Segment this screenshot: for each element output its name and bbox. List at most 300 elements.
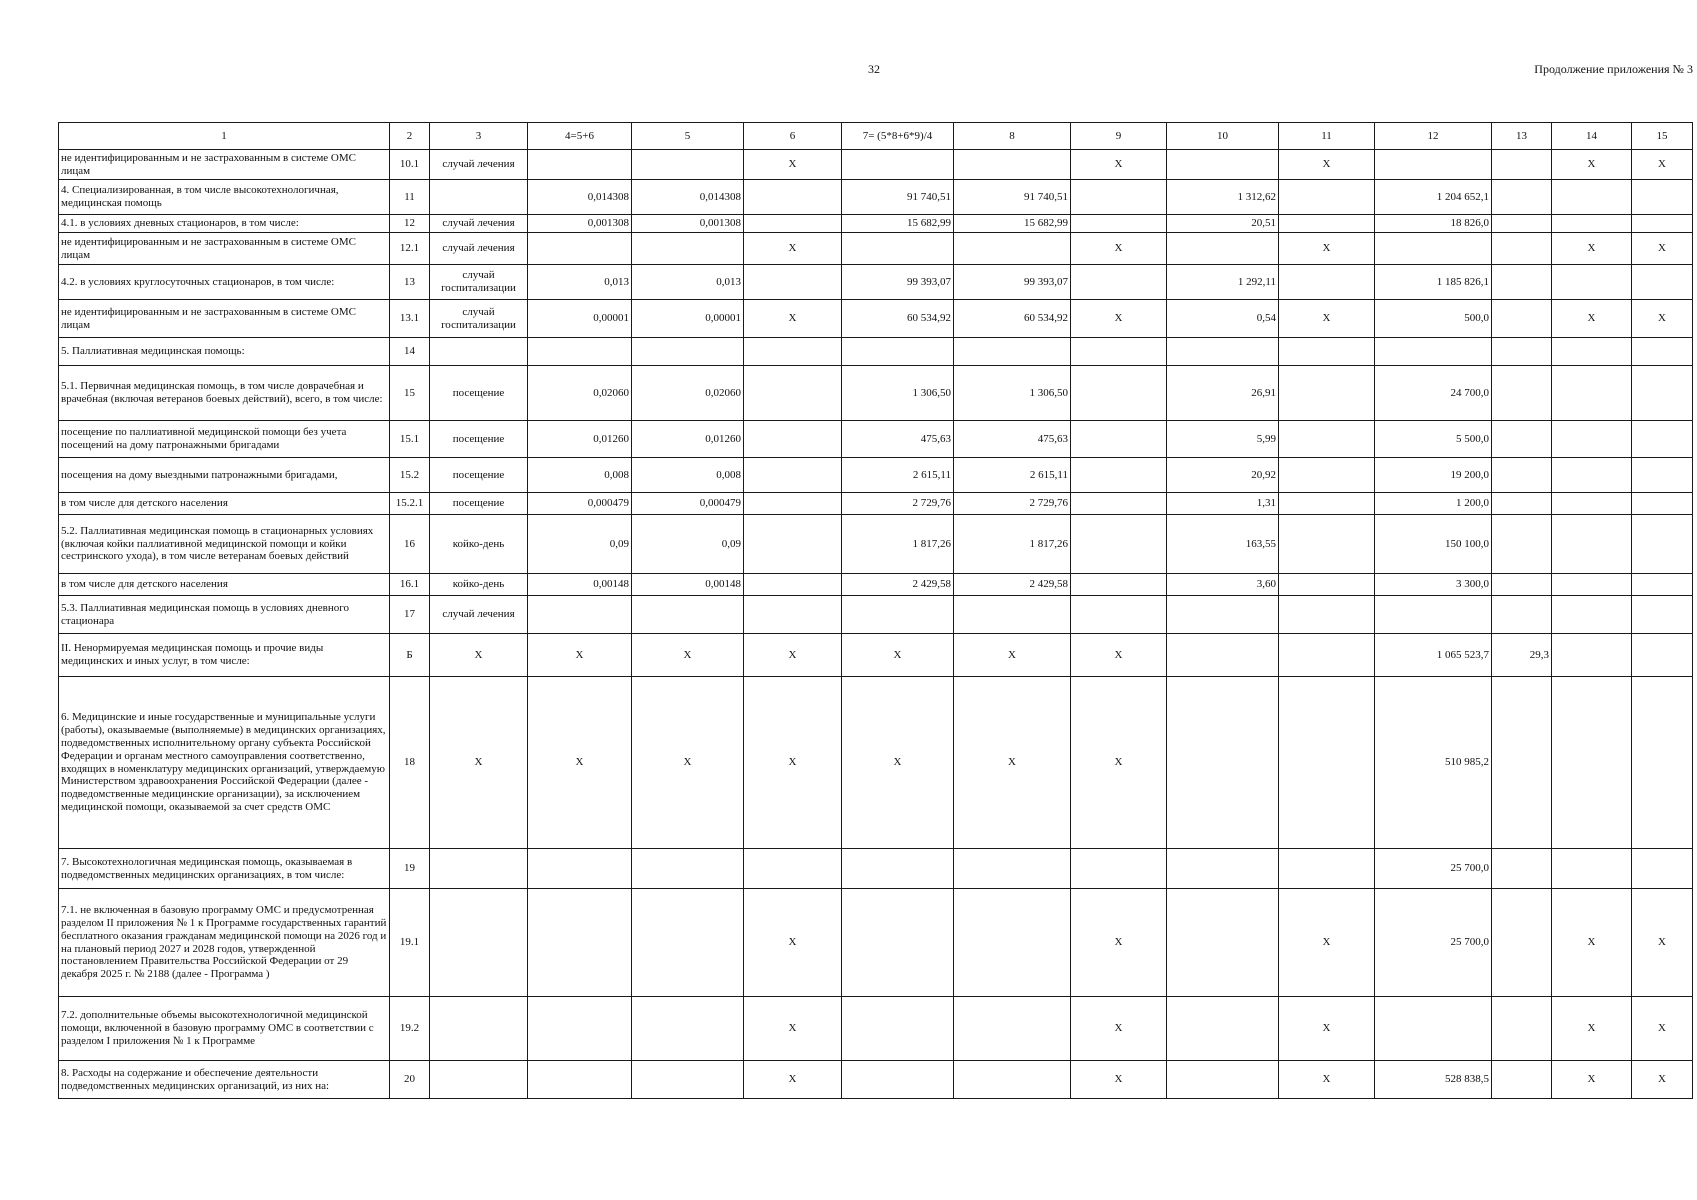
value-cell xyxy=(1492,889,1552,997)
value-cell xyxy=(1071,458,1167,493)
value-cell xyxy=(842,150,954,180)
value-cell xyxy=(1492,596,1552,634)
column-header: 10 xyxy=(1167,123,1279,150)
row-code-cell: 11 xyxy=(390,180,430,215)
unit-cell: посещение xyxy=(430,458,528,493)
row-code-cell: Б xyxy=(390,634,430,677)
value-cell xyxy=(1167,596,1279,634)
value-cell: 0,00001 xyxy=(528,300,632,338)
table-row xyxy=(59,596,1693,634)
row-name-cell: не идентифицированным и не застрахованным в системе ОМС лицам xyxy=(59,233,390,265)
row-name-cell: не идентифицированным и не застрахованным в системе ОМС лицам xyxy=(59,300,390,338)
value-cell: 0,00148 xyxy=(632,574,744,596)
table-row xyxy=(59,515,1693,574)
value-cell: 528 838,5 xyxy=(1375,1061,1492,1099)
value-cell xyxy=(1071,180,1167,215)
x-mark-cell: X xyxy=(744,233,842,265)
value-cell: 0,000479 xyxy=(528,493,632,515)
value-cell xyxy=(744,849,842,889)
value-cell: 99 393,07 xyxy=(842,265,954,300)
x-mark-cell: X xyxy=(1552,233,1632,265)
value-cell: 1 200,0 xyxy=(1375,493,1492,515)
table-row xyxy=(59,366,1693,421)
value-cell xyxy=(744,493,842,515)
column-header: 12 xyxy=(1375,123,1492,150)
value-cell xyxy=(1552,493,1632,515)
value-cell xyxy=(1632,366,1693,421)
row-name-cell: II. Ненормируемая медицинская помощь и прочие виды медицинских и иных услуг, в том числе: xyxy=(59,634,390,677)
x-mark-cell: X xyxy=(1632,889,1693,997)
value-cell xyxy=(1492,233,1552,265)
value-cell xyxy=(1632,421,1693,458)
table-row xyxy=(59,889,1693,997)
value-cell xyxy=(1279,265,1375,300)
value-cell: 0,09 xyxy=(528,515,632,574)
value-cell xyxy=(1071,421,1167,458)
table-row xyxy=(59,300,1693,338)
column-header: 7= (5*8+6*9)/4 xyxy=(842,123,954,150)
value-cell xyxy=(954,233,1071,265)
column-header: 6 xyxy=(744,123,842,150)
value-cell xyxy=(1632,515,1693,574)
value-cell xyxy=(528,150,632,180)
table-row xyxy=(59,634,1693,677)
x-mark-cell: X xyxy=(1279,300,1375,338)
table-row xyxy=(59,997,1693,1061)
x-mark-cell: X xyxy=(1279,997,1375,1061)
x-mark-cell: X xyxy=(1279,150,1375,180)
value-cell: 1 204 652,1 xyxy=(1375,180,1492,215)
value-cell: 163,55 xyxy=(1167,515,1279,574)
row-name-cell: 5.2. Паллиативная медицинская помощь в стационарных условиях (включая койки паллиативной медицинской помощи и койки сестринского ухода), в том числе ветеранам боевых действий xyxy=(59,515,390,574)
value-cell: 1 306,50 xyxy=(842,366,954,421)
value-cell xyxy=(1632,596,1693,634)
appendix-caption: Продолжение приложения № 3 xyxy=(1534,62,1693,76)
value-cell xyxy=(954,889,1071,997)
value-cell xyxy=(744,338,842,366)
row-code-cell: 18 xyxy=(390,677,430,849)
table-row xyxy=(59,493,1693,515)
x-mark-cell: X xyxy=(1279,889,1375,997)
value-cell xyxy=(1632,849,1693,889)
value-cell xyxy=(1279,574,1375,596)
x-mark-cell: X xyxy=(1071,889,1167,997)
value-cell xyxy=(1279,677,1375,849)
value-cell xyxy=(1375,233,1492,265)
row-name-cell: посещение по паллиативной медицинской помощи без учета посещений на дому патронажными бригадами xyxy=(59,421,390,458)
value-cell xyxy=(1492,574,1552,596)
row-name-cell: посещения на дому выездными патронажными бригадами, xyxy=(59,458,390,493)
value-cell xyxy=(1492,180,1552,215)
x-mark-cell: X xyxy=(1632,300,1693,338)
row-code-cell: 13 xyxy=(390,265,430,300)
table-row xyxy=(59,150,1693,180)
row-name-cell: 7.1. не включенная в базовую программу ОМС и предусмотренная разделом II приложения № 1 к Программе государственных гарантий бесплатного оказания гражданам медицинской помощи на 2026 год и на плановый период 2027 и 2028 годов, утвержденной постановлением Правительства Российской Федерации от 29 декабря 2025 г. № 2188 (далее - Программа ) xyxy=(59,889,390,997)
value-cell xyxy=(632,150,744,180)
row-name-cell: 5.1. Первичная медицинская помощь, в том числе доврачебная и врачебная (включая ветеранов боевых действий), всего, в том числе: xyxy=(59,366,390,421)
row-code-cell: 19 xyxy=(390,849,430,889)
row-name-cell: 7. Высокотехнологичная медицинская помощь, оказываемая в подведомственных медицинских организациях, в том числе: xyxy=(59,849,390,889)
value-cell: 2 729,76 xyxy=(842,493,954,515)
value-cell: 0,01260 xyxy=(528,421,632,458)
value-cell xyxy=(632,889,744,997)
value-cell xyxy=(744,515,842,574)
row-code-cell: 15.2 xyxy=(390,458,430,493)
value-cell xyxy=(1492,458,1552,493)
row-code-cell: 10.1 xyxy=(390,150,430,180)
row-code-cell: 15.2.1 xyxy=(390,493,430,515)
row-code-cell: 15 xyxy=(390,366,430,421)
value-cell xyxy=(1279,421,1375,458)
value-cell xyxy=(1552,215,1632,233)
financing-table xyxy=(58,122,1693,1099)
table-row xyxy=(59,233,1693,265)
value-cell xyxy=(528,997,632,1061)
value-cell xyxy=(1071,265,1167,300)
x-mark-cell: X xyxy=(1552,997,1632,1061)
value-cell xyxy=(1071,574,1167,596)
value-cell xyxy=(1552,265,1632,300)
column-header: 14 xyxy=(1552,123,1632,150)
value-cell xyxy=(1167,1061,1279,1099)
row-name-cell: в том числе для детского населения xyxy=(59,493,390,515)
value-cell: 0,001308 xyxy=(528,215,632,233)
value-cell xyxy=(1552,421,1632,458)
x-mark-cell: X xyxy=(1071,300,1167,338)
value-cell: 1 306,50 xyxy=(954,366,1071,421)
value-cell xyxy=(1167,150,1279,180)
x-mark-cell: X xyxy=(744,889,842,997)
value-cell xyxy=(1552,849,1632,889)
value-cell: 24 700,0 xyxy=(1375,366,1492,421)
table-row xyxy=(59,180,1693,215)
x-mark-cell: X xyxy=(744,300,842,338)
column-header: 15 xyxy=(1632,123,1693,150)
value-cell: 0,008 xyxy=(632,458,744,493)
value-cell: 60 534,92 xyxy=(954,300,1071,338)
value-cell xyxy=(954,997,1071,1061)
value-cell xyxy=(632,1061,744,1099)
value-cell xyxy=(1632,574,1693,596)
value-cell xyxy=(1279,849,1375,889)
value-cell xyxy=(632,997,744,1061)
x-mark-cell: X xyxy=(744,150,842,180)
value-cell: 25 700,0 xyxy=(1375,849,1492,889)
value-cell: 99 393,07 xyxy=(954,265,1071,300)
value-cell xyxy=(842,849,954,889)
value-cell xyxy=(1492,677,1552,849)
column-header: 13 xyxy=(1492,123,1552,150)
x-mark-cell: X xyxy=(528,634,632,677)
value-cell xyxy=(842,233,954,265)
value-cell xyxy=(528,338,632,366)
value-cell: 0,54 xyxy=(1167,300,1279,338)
value-cell: 25 700,0 xyxy=(1375,889,1492,997)
value-cell xyxy=(1632,180,1693,215)
value-cell xyxy=(1167,997,1279,1061)
value-cell xyxy=(1632,265,1693,300)
value-cell: 5,99 xyxy=(1167,421,1279,458)
value-cell: 15 682,99 xyxy=(842,215,954,233)
value-cell: 0,00148 xyxy=(528,574,632,596)
unit-cell: случай лечения xyxy=(430,596,528,634)
value-cell xyxy=(1279,458,1375,493)
value-cell xyxy=(954,150,1071,180)
value-cell xyxy=(1167,233,1279,265)
x-mark-cell: X xyxy=(430,677,528,849)
row-code-cell: 16 xyxy=(390,515,430,574)
value-cell xyxy=(1492,515,1552,574)
value-cell xyxy=(1071,215,1167,233)
value-cell xyxy=(744,458,842,493)
header-row xyxy=(59,123,1693,150)
x-mark-cell: X xyxy=(1071,634,1167,677)
value-cell: 3,60 xyxy=(1167,574,1279,596)
value-cell: 2 615,11 xyxy=(842,458,954,493)
x-mark-cell: X xyxy=(1632,997,1693,1061)
x-mark-cell: X xyxy=(1279,233,1375,265)
row-name-cell: 4.1. в условиях дневных стационаров, в том числе: xyxy=(59,215,390,233)
unit-cell: случай госпитализации xyxy=(430,265,528,300)
value-cell: 15 682,99 xyxy=(954,215,1071,233)
row-code-cell: 19.1 xyxy=(390,889,430,997)
column-header: 2 xyxy=(390,123,430,150)
value-cell xyxy=(744,596,842,634)
value-cell: 510 985,2 xyxy=(1375,677,1492,849)
unit-cell: посещение xyxy=(430,421,528,458)
value-cell xyxy=(1632,493,1693,515)
value-cell xyxy=(632,233,744,265)
row-code-cell: 12.1 xyxy=(390,233,430,265)
value-cell: 29,3 xyxy=(1492,634,1552,677)
value-cell xyxy=(1552,677,1632,849)
table-row xyxy=(59,338,1693,366)
value-cell: 1 817,26 xyxy=(842,515,954,574)
value-cell xyxy=(528,1061,632,1099)
value-cell: 91 740,51 xyxy=(954,180,1071,215)
value-cell xyxy=(1071,366,1167,421)
value-cell: 0,02060 xyxy=(632,366,744,421)
value-cell xyxy=(1492,493,1552,515)
value-cell: 1 065 523,7 xyxy=(1375,634,1492,677)
x-mark-cell: X xyxy=(744,1061,842,1099)
value-cell xyxy=(954,338,1071,366)
x-mark-cell: X xyxy=(1071,677,1167,849)
value-cell xyxy=(1492,150,1552,180)
value-cell xyxy=(1632,677,1693,849)
table-row xyxy=(59,265,1693,300)
row-name-cell: 4. Специализированная, в том числе высокотехнологичная, медицинская помощь xyxy=(59,180,390,215)
value-cell xyxy=(1279,515,1375,574)
row-code-cell: 20 xyxy=(390,1061,430,1099)
value-cell xyxy=(1492,1061,1552,1099)
value-cell xyxy=(744,574,842,596)
value-cell xyxy=(632,338,744,366)
value-cell: 18 826,0 xyxy=(1375,215,1492,233)
x-mark-cell: X xyxy=(954,677,1071,849)
value-cell: 26,91 xyxy=(1167,366,1279,421)
unit-cell: койко-день xyxy=(430,574,528,596)
unit-cell xyxy=(430,889,528,997)
value-cell: 150 100,0 xyxy=(1375,515,1492,574)
value-cell: 0,014308 xyxy=(632,180,744,215)
x-mark-cell: X xyxy=(1632,233,1693,265)
value-cell xyxy=(1071,849,1167,889)
value-cell: 2 429,58 xyxy=(842,574,954,596)
column-header: 5 xyxy=(632,123,744,150)
column-header: 3 xyxy=(430,123,528,150)
x-mark-cell: X xyxy=(1552,1061,1632,1099)
value-cell xyxy=(1071,493,1167,515)
value-cell xyxy=(1552,366,1632,421)
value-cell xyxy=(1552,515,1632,574)
column-header: 1 xyxy=(59,123,390,150)
value-cell xyxy=(1492,265,1552,300)
value-cell: 0,09 xyxy=(632,515,744,574)
row-name-cell: в том числе для детского населения xyxy=(59,574,390,596)
value-cell xyxy=(1167,889,1279,997)
row-name-cell: 5. Паллиативная медицинская помощь: xyxy=(59,338,390,366)
unit-cell: посещение xyxy=(430,366,528,421)
page-number: 32 xyxy=(868,62,880,76)
value-cell xyxy=(1492,366,1552,421)
value-cell: 2 615,11 xyxy=(954,458,1071,493)
value-cell xyxy=(528,596,632,634)
value-cell: 2 729,76 xyxy=(954,493,1071,515)
unit-cell xyxy=(430,997,528,1061)
value-cell xyxy=(1279,180,1375,215)
x-mark-cell: X xyxy=(954,634,1071,677)
unit-cell: случай госпитализации xyxy=(430,300,528,338)
column-header: 8 xyxy=(954,123,1071,150)
value-cell: 0,02060 xyxy=(528,366,632,421)
value-cell xyxy=(1375,997,1492,1061)
value-cell xyxy=(1492,215,1552,233)
value-cell xyxy=(954,596,1071,634)
value-cell: 3 300,0 xyxy=(1375,574,1492,596)
table-row xyxy=(59,421,1693,458)
x-mark-cell: X xyxy=(528,677,632,849)
value-cell: 20,92 xyxy=(1167,458,1279,493)
value-cell: 20,51 xyxy=(1167,215,1279,233)
value-cell xyxy=(1279,338,1375,366)
unit-cell: случай лечения xyxy=(430,233,528,265)
value-cell: 1 185 826,1 xyxy=(1375,265,1492,300)
value-cell xyxy=(1375,150,1492,180)
unit-cell xyxy=(430,849,528,889)
row-name-cell: 6. Медицинские и иные государственные и муниципальные услуги (работы), оказываемые (выполняемые) в медицинских организациях, подведомственных исполнительному органу субъекта Российской Федерации и органам местного самоуправления соответственно, входящих в номенклатуру медицинских организаций, утверждаемую Министерством здравоохранения Российской Федерации (далее - подведомственные медицинские организации), за исключением медицинской помощи, оказываемой за счет средств ОМС xyxy=(59,677,390,849)
value-cell xyxy=(954,849,1071,889)
value-cell xyxy=(1279,215,1375,233)
table-row xyxy=(59,677,1693,849)
value-cell xyxy=(1375,596,1492,634)
value-cell xyxy=(954,1061,1071,1099)
x-mark-cell: X xyxy=(632,677,744,849)
row-name-cell: не идентифицированным и не застрахованным в системе ОМС лицам xyxy=(59,150,390,180)
value-cell: 2 429,58 xyxy=(954,574,1071,596)
value-cell: 91 740,51 xyxy=(842,180,954,215)
value-cell xyxy=(1552,634,1632,677)
value-cell: 475,63 xyxy=(842,421,954,458)
value-cell: 1 817,26 xyxy=(954,515,1071,574)
x-mark-cell: X xyxy=(1279,1061,1375,1099)
value-cell xyxy=(1279,493,1375,515)
value-cell xyxy=(1279,366,1375,421)
value-cell xyxy=(528,889,632,997)
value-cell xyxy=(744,180,842,215)
value-cell xyxy=(744,215,842,233)
value-cell xyxy=(1632,338,1693,366)
value-cell xyxy=(1492,849,1552,889)
row-code-cell: 19.2 xyxy=(390,997,430,1061)
x-mark-cell: X xyxy=(842,634,954,677)
table-row xyxy=(59,574,1693,596)
x-mark-cell: X xyxy=(744,634,842,677)
x-mark-cell: X xyxy=(1552,300,1632,338)
value-cell: 1,31 xyxy=(1167,493,1279,515)
x-mark-cell: X xyxy=(1632,1061,1693,1099)
value-cell xyxy=(1071,338,1167,366)
unit-cell xyxy=(430,338,528,366)
value-cell xyxy=(1279,634,1375,677)
row-code-cell: 13.1 xyxy=(390,300,430,338)
value-cell xyxy=(1552,338,1632,366)
value-cell xyxy=(1167,338,1279,366)
value-cell xyxy=(632,596,744,634)
x-mark-cell: X xyxy=(1071,150,1167,180)
value-cell xyxy=(632,849,744,889)
value-cell xyxy=(528,849,632,889)
value-cell xyxy=(1279,596,1375,634)
row-name-cell: 7.2. дополнительные объемы высокотехнологичной медицинской помощи, включенной в базовую программу ОМС в соответствии с разделом I приложения № 1 к Программе xyxy=(59,997,390,1061)
column-header: 11 xyxy=(1279,123,1375,150)
x-mark-cell: X xyxy=(1071,233,1167,265)
row-name-cell: 4.2. в условиях круглосуточных стационаров, в том числе: xyxy=(59,265,390,300)
value-cell xyxy=(1492,421,1552,458)
unit-cell: случай лечения xyxy=(430,215,528,233)
row-code-cell: 17 xyxy=(390,596,430,634)
value-cell: 5 500,0 xyxy=(1375,421,1492,458)
value-cell: 0,001308 xyxy=(632,215,744,233)
value-cell xyxy=(744,421,842,458)
value-cell xyxy=(1492,997,1552,1061)
x-mark-cell: X xyxy=(1632,150,1693,180)
row-name-cell: 5.3. Паллиативная медицинская помощь в условиях дневного стационара xyxy=(59,596,390,634)
value-cell: 475,63 xyxy=(954,421,1071,458)
x-mark-cell: X xyxy=(1071,997,1167,1061)
table-row xyxy=(59,1061,1693,1099)
table-row xyxy=(59,215,1693,233)
value-cell xyxy=(1552,596,1632,634)
value-cell: 60 534,92 xyxy=(842,300,954,338)
unit-cell xyxy=(430,1061,528,1099)
value-cell xyxy=(842,596,954,634)
table-row xyxy=(59,849,1693,889)
x-mark-cell: X xyxy=(632,634,744,677)
column-header: 4=5+6 xyxy=(528,123,632,150)
value-cell: 1 312,62 xyxy=(1167,180,1279,215)
x-mark-cell: X xyxy=(744,677,842,849)
unit-cell: посещение xyxy=(430,493,528,515)
row-code-cell: 15.1 xyxy=(390,421,430,458)
x-mark-cell: X xyxy=(1071,1061,1167,1099)
value-cell xyxy=(744,366,842,421)
value-cell xyxy=(1375,338,1492,366)
value-cell xyxy=(1167,849,1279,889)
value-cell: 0,014308 xyxy=(528,180,632,215)
value-cell: 1 292,11 xyxy=(1167,265,1279,300)
unit-cell: случай лечения xyxy=(430,150,528,180)
